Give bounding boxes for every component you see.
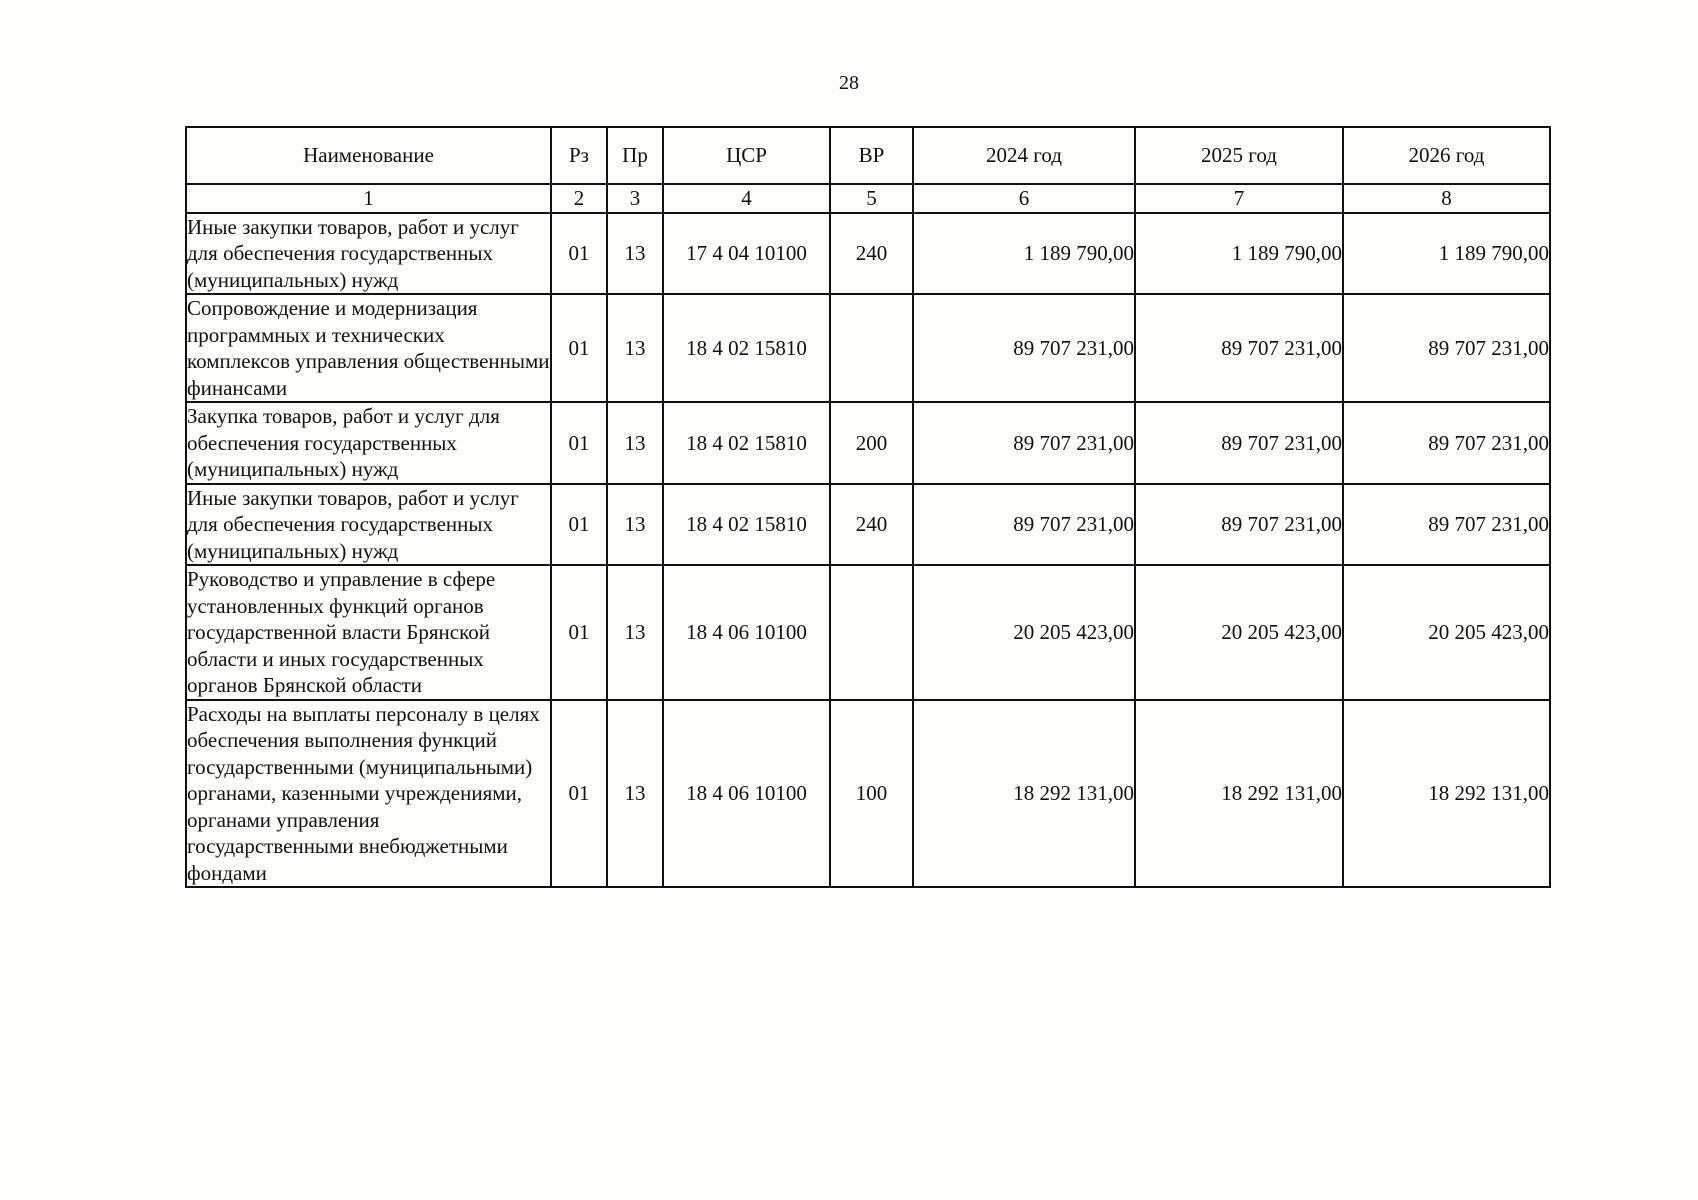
page-number: 28: [839, 72, 859, 94]
budget-table: [185, 126, 1551, 888]
row-pr: 13: [607, 213, 663, 295]
row-amount-2026: 89 707 231,00: [1343, 402, 1550, 484]
row-amount-2024: 89 707 231,00: [913, 402, 1135, 484]
table-row: [186, 402, 1550, 484]
row-amount-2026: 18 292 131,00: [1343, 700, 1550, 888]
column-number: 7: [1135, 184, 1343, 213]
row-amount-2026: 89 707 231,00: [1343, 294, 1550, 402]
row-amount-2026: 20 205 423,00: [1343, 565, 1550, 700]
table-row: [186, 565, 1550, 700]
row-pr: 13: [607, 565, 663, 700]
header-2025: 2025 год: [1135, 127, 1343, 184]
row-amount-2024: 89 707 231,00: [913, 484, 1135, 566]
row-amount-2024: 89 707 231,00: [913, 294, 1135, 402]
row-amount-2025: 20 205 423,00: [1135, 565, 1343, 700]
header-2026: 2026 год: [1343, 127, 1550, 184]
column-number-row: [186, 184, 1550, 213]
row-pr: 13: [607, 402, 663, 484]
header-row: [186, 127, 1550, 184]
row-vr: 240: [830, 484, 913, 566]
row-amount-2024: 20 205 423,00: [913, 565, 1135, 700]
header-rz: Рз: [551, 127, 607, 184]
row-name: Расходы на выплаты персоналу в целях обеспечения выполнения функций государственными (муниципальными) органами, казенными учреждениями, органами управления государственными внебюджетными фондами: [186, 700, 551, 888]
row-rz: 01: [551, 213, 607, 295]
header-2024: 2024 год: [913, 127, 1135, 184]
table-row: [186, 484, 1550, 566]
row-rz: 01: [551, 402, 607, 484]
row-rz: 01: [551, 565, 607, 700]
row-amount-2026: 1 189 790,00: [1343, 213, 1550, 295]
row-name: Иные закупки товаров, работ и услуг для обеспечения государственных (муниципальных) нужд: [186, 213, 551, 295]
column-number: 5: [830, 184, 913, 213]
row-amount-2025: 89 707 231,00: [1135, 294, 1343, 402]
header-pr: Пр: [607, 127, 663, 184]
row-amount-2025: 1 189 790,00: [1135, 213, 1343, 295]
row-name: Сопровождение и модернизация программных и технических комплексов управления общественными финансами: [186, 294, 551, 402]
row-rz: 01: [551, 484, 607, 566]
row-vr: [830, 294, 913, 402]
row-vr: 200: [830, 402, 913, 484]
row-rz: 01: [551, 294, 607, 402]
table-row: [186, 294, 1550, 402]
row-name: Иные закупки товаров, работ и услуг для обеспечения государственных (муниципальных) нужд: [186, 484, 551, 566]
row-amount-2026: 89 707 231,00: [1343, 484, 1550, 566]
row-csr: 18 4 02 15810: [663, 484, 830, 566]
row-vr: 100: [830, 700, 913, 888]
row-amount-2025: 89 707 231,00: [1135, 484, 1343, 566]
row-amount-2024: 18 292 131,00: [913, 700, 1135, 888]
header-vr: ВР: [830, 127, 913, 184]
column-number: 3: [607, 184, 663, 213]
row-name: Руководство и управление в сфере установленных функций органов государственной власти Брянской области и иных государственных органов Брянской области: [186, 565, 551, 700]
row-csr: 18 4 06 10100: [663, 700, 830, 888]
row-amount-2025: 89 707 231,00: [1135, 402, 1343, 484]
table-row: [186, 213, 1550, 295]
row-pr: 13: [607, 294, 663, 402]
row-pr: 13: [607, 484, 663, 566]
column-number: 6: [913, 184, 1135, 213]
header-name: Наименование: [186, 127, 551, 184]
row-name: Закупка товаров, работ и услуг для обеспечения государственных (муниципальных) нужд: [186, 402, 551, 484]
column-number: 1: [186, 184, 551, 213]
row-csr: 18 4 02 15810: [663, 402, 830, 484]
column-number: 2: [551, 184, 607, 213]
column-number: 4: [663, 184, 830, 213]
row-rz: 01: [551, 700, 607, 888]
column-number: 8: [1343, 184, 1550, 213]
row-csr: 17 4 04 10100: [663, 213, 830, 295]
row-pr: 13: [607, 700, 663, 888]
row-amount-2025: 18 292 131,00: [1135, 700, 1343, 888]
table-row: [186, 700, 1550, 888]
row-csr: 18 4 02 15810: [663, 294, 830, 402]
header-csr: ЦСР: [663, 127, 830, 184]
row-csr: 18 4 06 10100: [663, 565, 830, 700]
row-vr: 240: [830, 213, 913, 295]
row-vr: [830, 565, 913, 700]
row-amount-2024: 1 189 790,00: [913, 213, 1135, 295]
